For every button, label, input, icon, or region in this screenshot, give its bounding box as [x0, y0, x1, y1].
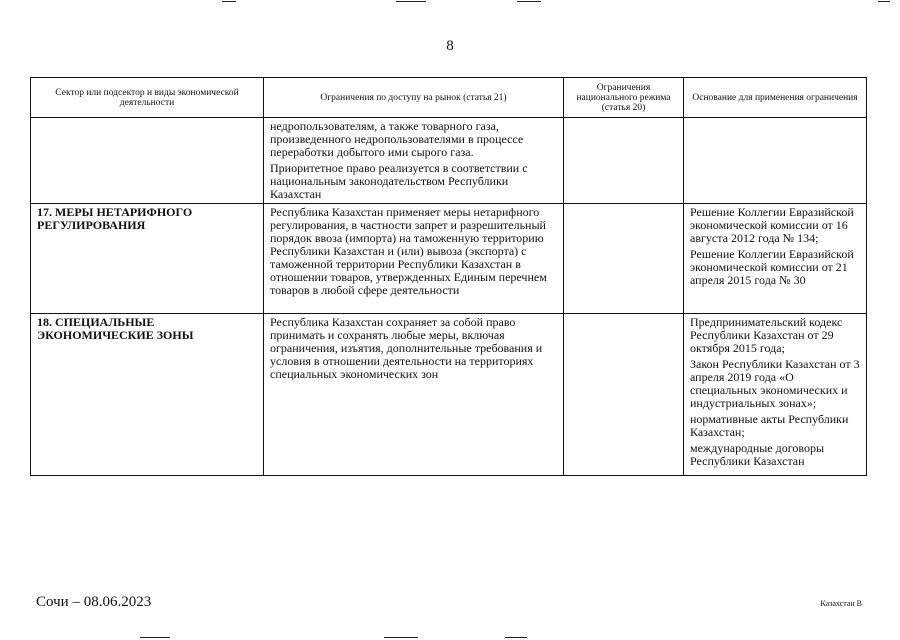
market-access-text: Республика Казахстан применяет меры нетарифного регулирования, в частности запрет и разрешительный порядок ввоза (импорта) на таможенную территорию Республики Казахстан и (или) вывоза (экспорта) с таможенной территории Республики Казахстан в отношении товаров, утвержденных Единым перечнем товаров в любой сфере деятельности	[270, 205, 547, 297]
table-row	[31, 204, 867, 314]
scan-mark	[396, 1, 426, 2]
sector-cell	[31, 204, 264, 314]
header-basis: Основание для применения ограничения	[684, 78, 867, 118]
page-number: 8	[446, 38, 454, 54]
header-sector: Сектор или подсектор и виды экономической деятельности	[31, 78, 264, 118]
table-row	[31, 314, 867, 476]
scan-mark	[505, 637, 527, 638]
basis-text: Закон Республики Казахстан от 3 апреля 2019 года «О специальных экономических и индустриальных зонах»;	[690, 357, 860, 410]
sector-cell	[31, 118, 264, 204]
basis-cell	[684, 204, 867, 314]
sector-number: 17.	[37, 205, 52, 219]
basis-cell	[684, 314, 867, 476]
market-access-cell	[264, 314, 564, 476]
market-access-text: Республика Казахстан сохраняет за собой право принимать и сохранять любые меры, включая ограничения, изъятия, дополнительные требования и условия в отношении деятельности на территориях специальных экономических зон	[270, 315, 543, 381]
scan-mark	[140, 637, 170, 638]
market-access-cell	[264, 118, 564, 204]
basis-cell	[684, 118, 867, 204]
basis-text: международные договоры Республики Казахстан	[690, 441, 825, 468]
basis-text: Предпринимательский кодекс Республики Казахстан от 29 октября 2015 года;	[690, 315, 843, 355]
sector-number: 18.	[37, 315, 52, 329]
market-access-cell	[264, 204, 564, 314]
scan-mark	[517, 1, 541, 2]
table-row	[31, 118, 867, 204]
footer-country-label: Казахстан В	[820, 599, 862, 608]
scan-mark	[222, 1, 236, 2]
reservations-table	[30, 77, 867, 476]
market-access-text: Приоритетное право реализуется в соответствии с национальным законодательством Республики Казахстан	[270, 161, 528, 201]
sector-name: СПЕЦИАЛЬНЫЕ ЭКОНОМИЧЕСКИЕ ЗОНЫ	[37, 315, 194, 342]
national-treatment-cell	[564, 314, 684, 476]
header-market-access: Ограничения по доступу на рынок (статья 21)	[264, 78, 564, 118]
sector-name: МЕРЫ НЕТАРИФНОГО РЕГУЛИРОВАНИЯ	[37, 205, 193, 232]
footer-place-date: Сочи – 08.06.2023	[36, 594, 152, 610]
basis-text: нормативные акты Республики Казахстан;	[690, 412, 849, 439]
table-header-row	[31, 78, 867, 118]
header-national-treatment: Ограничения национального режима (статья 20)	[564, 78, 684, 118]
national-treatment-cell	[564, 204, 684, 314]
sector-cell	[31, 314, 264, 476]
national-treatment-cell	[564, 118, 684, 204]
scan-mark	[384, 637, 418, 638]
basis-text: Решение Коллегии Евразийской экономической комиссии от 16 августа 2012 года № 134;	[690, 205, 854, 245]
basis-text: Решение Коллегии Евразийской экономической комиссии от 21 апреля 2015 года № 30	[690, 247, 854, 287]
scan-mark	[878, 1, 890, 2]
market-access-text: недропользователям, а также товарного газа, произведенного недропользователями в процессе переработки добытого ими сырого газа.	[270, 119, 524, 159]
